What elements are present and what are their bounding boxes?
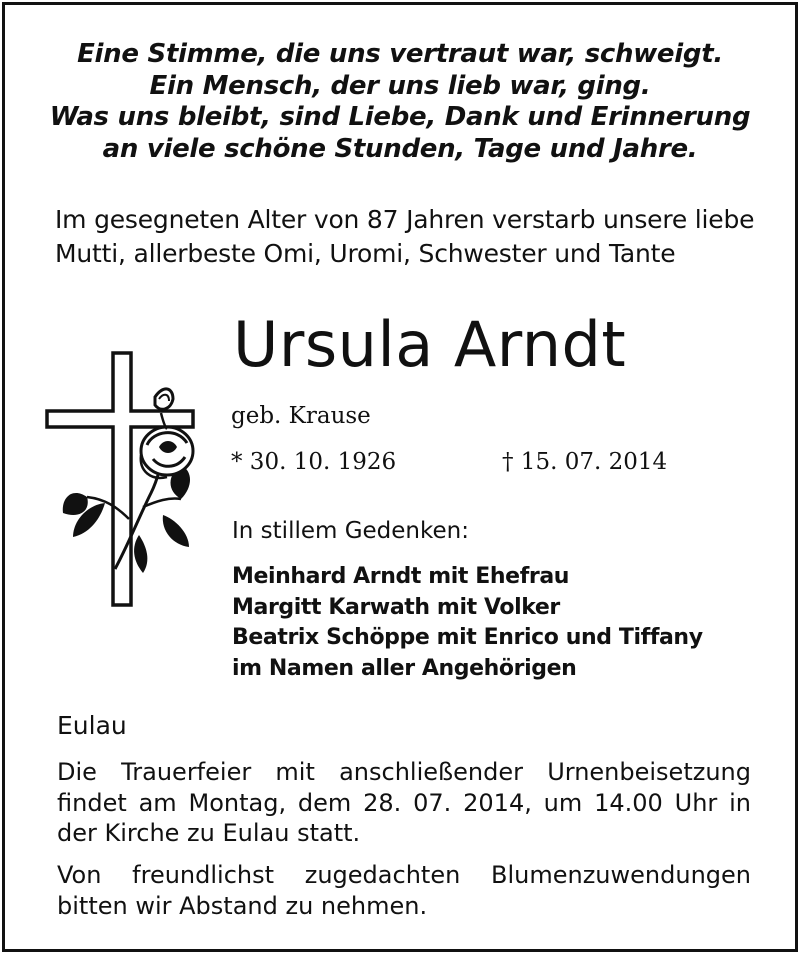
mourner-name: Beatrix Schöppe mit Enrico und Tiffany [232, 625, 703, 650]
deceased-name: Ursula Arndt [233, 308, 627, 381]
announcement-intro [55, 203, 775, 271]
birth-date: * 30. 10. 1926 [231, 449, 397, 475]
obituary-notice [2, 2, 798, 952]
mourners-list [232, 562, 703, 684]
poem-line: Was uns bleibt, sind Liebe, Dank und Erinnerung [49, 102, 751, 132]
poem-line: Eine Stimme, die uns vertraut war, schweigt. [77, 39, 723, 69]
mourner-name: im Namen aller Angehörigen [232, 655, 577, 681]
mourning-heading: In stillem Gedenken: [232, 518, 469, 544]
cross-with-rose-icon [43, 347, 203, 609]
death-date: † 15. 07. 2014 [502, 449, 668, 475]
memorial-poem [5, 39, 795, 165]
ceremony-details: Die Trauerfeier mit anschließender Urnenbeisetzung findet am Montag, dem 28. 07. 2014, um 14.00 Uhr in der Kirche zu Eulau statt. [57, 758, 751, 847]
mourner-name: Margitt Karwath mit Volker [232, 594, 560, 620]
intro-line: Im gesegneten Alter von 87 Jahren verstarb unsere liebe [55, 205, 755, 234]
poem-line: Ein Mensch, der uns lieb war, ging. [149, 70, 651, 101]
flowers-note: Von freundlichst zugedachten Blumenzuwendungen bitten wir Abstand zu nehmen. [57, 861, 751, 920]
birth-name: geb. Krause [231, 403, 371, 429]
place-name: Eulau [57, 711, 127, 740]
mourner-name: Meinhard Arndt mit Ehefrau [232, 564, 570, 589]
poem-line: an viele schöne Stunden, Tage und Jahre. [102, 133, 698, 164]
intro-line: Mutti, allerbeste Omi, Uromi, Schwester und Tante [55, 239, 676, 268]
